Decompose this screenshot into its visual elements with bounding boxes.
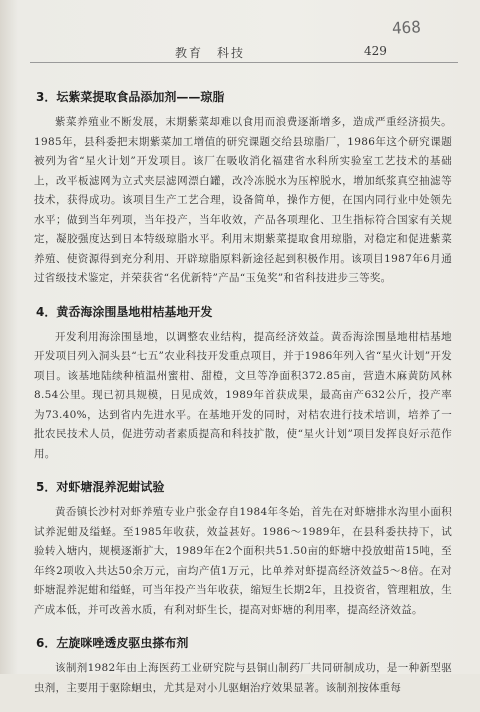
section-paragraph: 黄岙镇长沙村对虾养殖专业户张金存自1984年冬始，首先在对虾塘排水沟里小面积试养泥蚶及缢蛏。至1985年收获，效益甚好。1986～1989年，在县科委扶持下，试验转入塘内，规模逐渐扩大，1989年在2个面积共51.50亩的虾塘中投放蚶苗15吨，至年终2项收入共达50余万元，亩均产值1万元，比单养对虾提高经济效益5～8倍。在对虾塘混养泥蚶和缢蛏，可当年投产当年收获，缩短生长期2年，且投资省，管理粗放，生产成本低，并可改善水质，有利对虾生长，提高对虾塘的利用率，提高经济效益。 xyxy=(34,506,452,616)
section-5 xyxy=(34,478,452,620)
section-paragraph: 该制剂1982年由上海医药工业研究院与县铜山制药厂共同研制成功，是一种新型驱虫剂，主要用于驱除蛔虫，尤其是对小儿驱蛔治疗效果显著。该制剂按体重每 xyxy=(34,662,452,694)
section-title: 3．坛紫菜提取食品添加剂——琼脂 xyxy=(36,90,225,104)
handwritten-page-mark: 468 xyxy=(391,17,422,38)
section-paragraph: 紫菜养殖业不断发展，末期紫菜却难以食用而浪费逐渐增多，造成严重经济损失。1985年，县科委把末期紫菜加工增值的研究课题交给县琼脂厂，1986年这个研究课题被列为省“星火计划”开发项目。该厂在吸收消化福建省水科所实验室工艺技术的基础上，改平板滤网为立式夹层滤网漂白罐，改冷冻脱水为压榨脱水，增加纸浆真空抽滤等技术，获得成功。该项目生产工艺合理，设备简单，操作方便，在国内同行业中处领先水平；做到当年列项，当年投产，当年收效，产品各项理化、卫生指标符合国家有关规定，凝胶强度达到日本特级琼脂水平。利用末期紫菜提取食用琼脂，对稳定和促进紫菜养殖、使资源得到充分利用、开辟琼脂原料新途径起到积极作用。该项目1987年6月通过省级技术鉴定，并荣获省“名优新特”产品“玉兔奖”和省科技进步三等奖。 xyxy=(34,116,452,284)
section-4 xyxy=(34,303,452,465)
section-paragraph: 开发利用海涂围垦地，以调整农业结构，提高经济效益。黄岙海涂围垦地柑桔基地开发项目列入洞头县“七五”农业科技开发重点项目，并于1986年列入省“星火计划”开发项目。该基地陆续种植温州蜜柑、甜橙，文旦等净面积372.85亩，营造木麻黄防风林8.54公里。现已初具规模，日见成效，1989年首获成果，最高亩产632公斤，投产率为73.40%，达到省内先进水平。在基地开发的同时，对桔农进行技术培训，培养了一批农民技术人员，促进劳动者素质提高和科技扩散，使“星火计划”项目发挥良好示范作用。 xyxy=(34,330,452,460)
page-content xyxy=(34,88,452,712)
running-header: 教育 科技 xyxy=(175,46,246,60)
header-divider xyxy=(30,62,458,63)
page-number: 429 xyxy=(364,44,387,58)
section-title: 5．对虾塘混养泥蚶试验 xyxy=(36,480,165,494)
section-title: 6．左旋咪唑透皮驱虫搽布剂 xyxy=(36,636,189,650)
section-3 xyxy=(34,88,452,289)
section-6 xyxy=(34,634,452,698)
section-title: 4．黄岙海涂围垦地柑桔基地开发 xyxy=(36,304,213,319)
